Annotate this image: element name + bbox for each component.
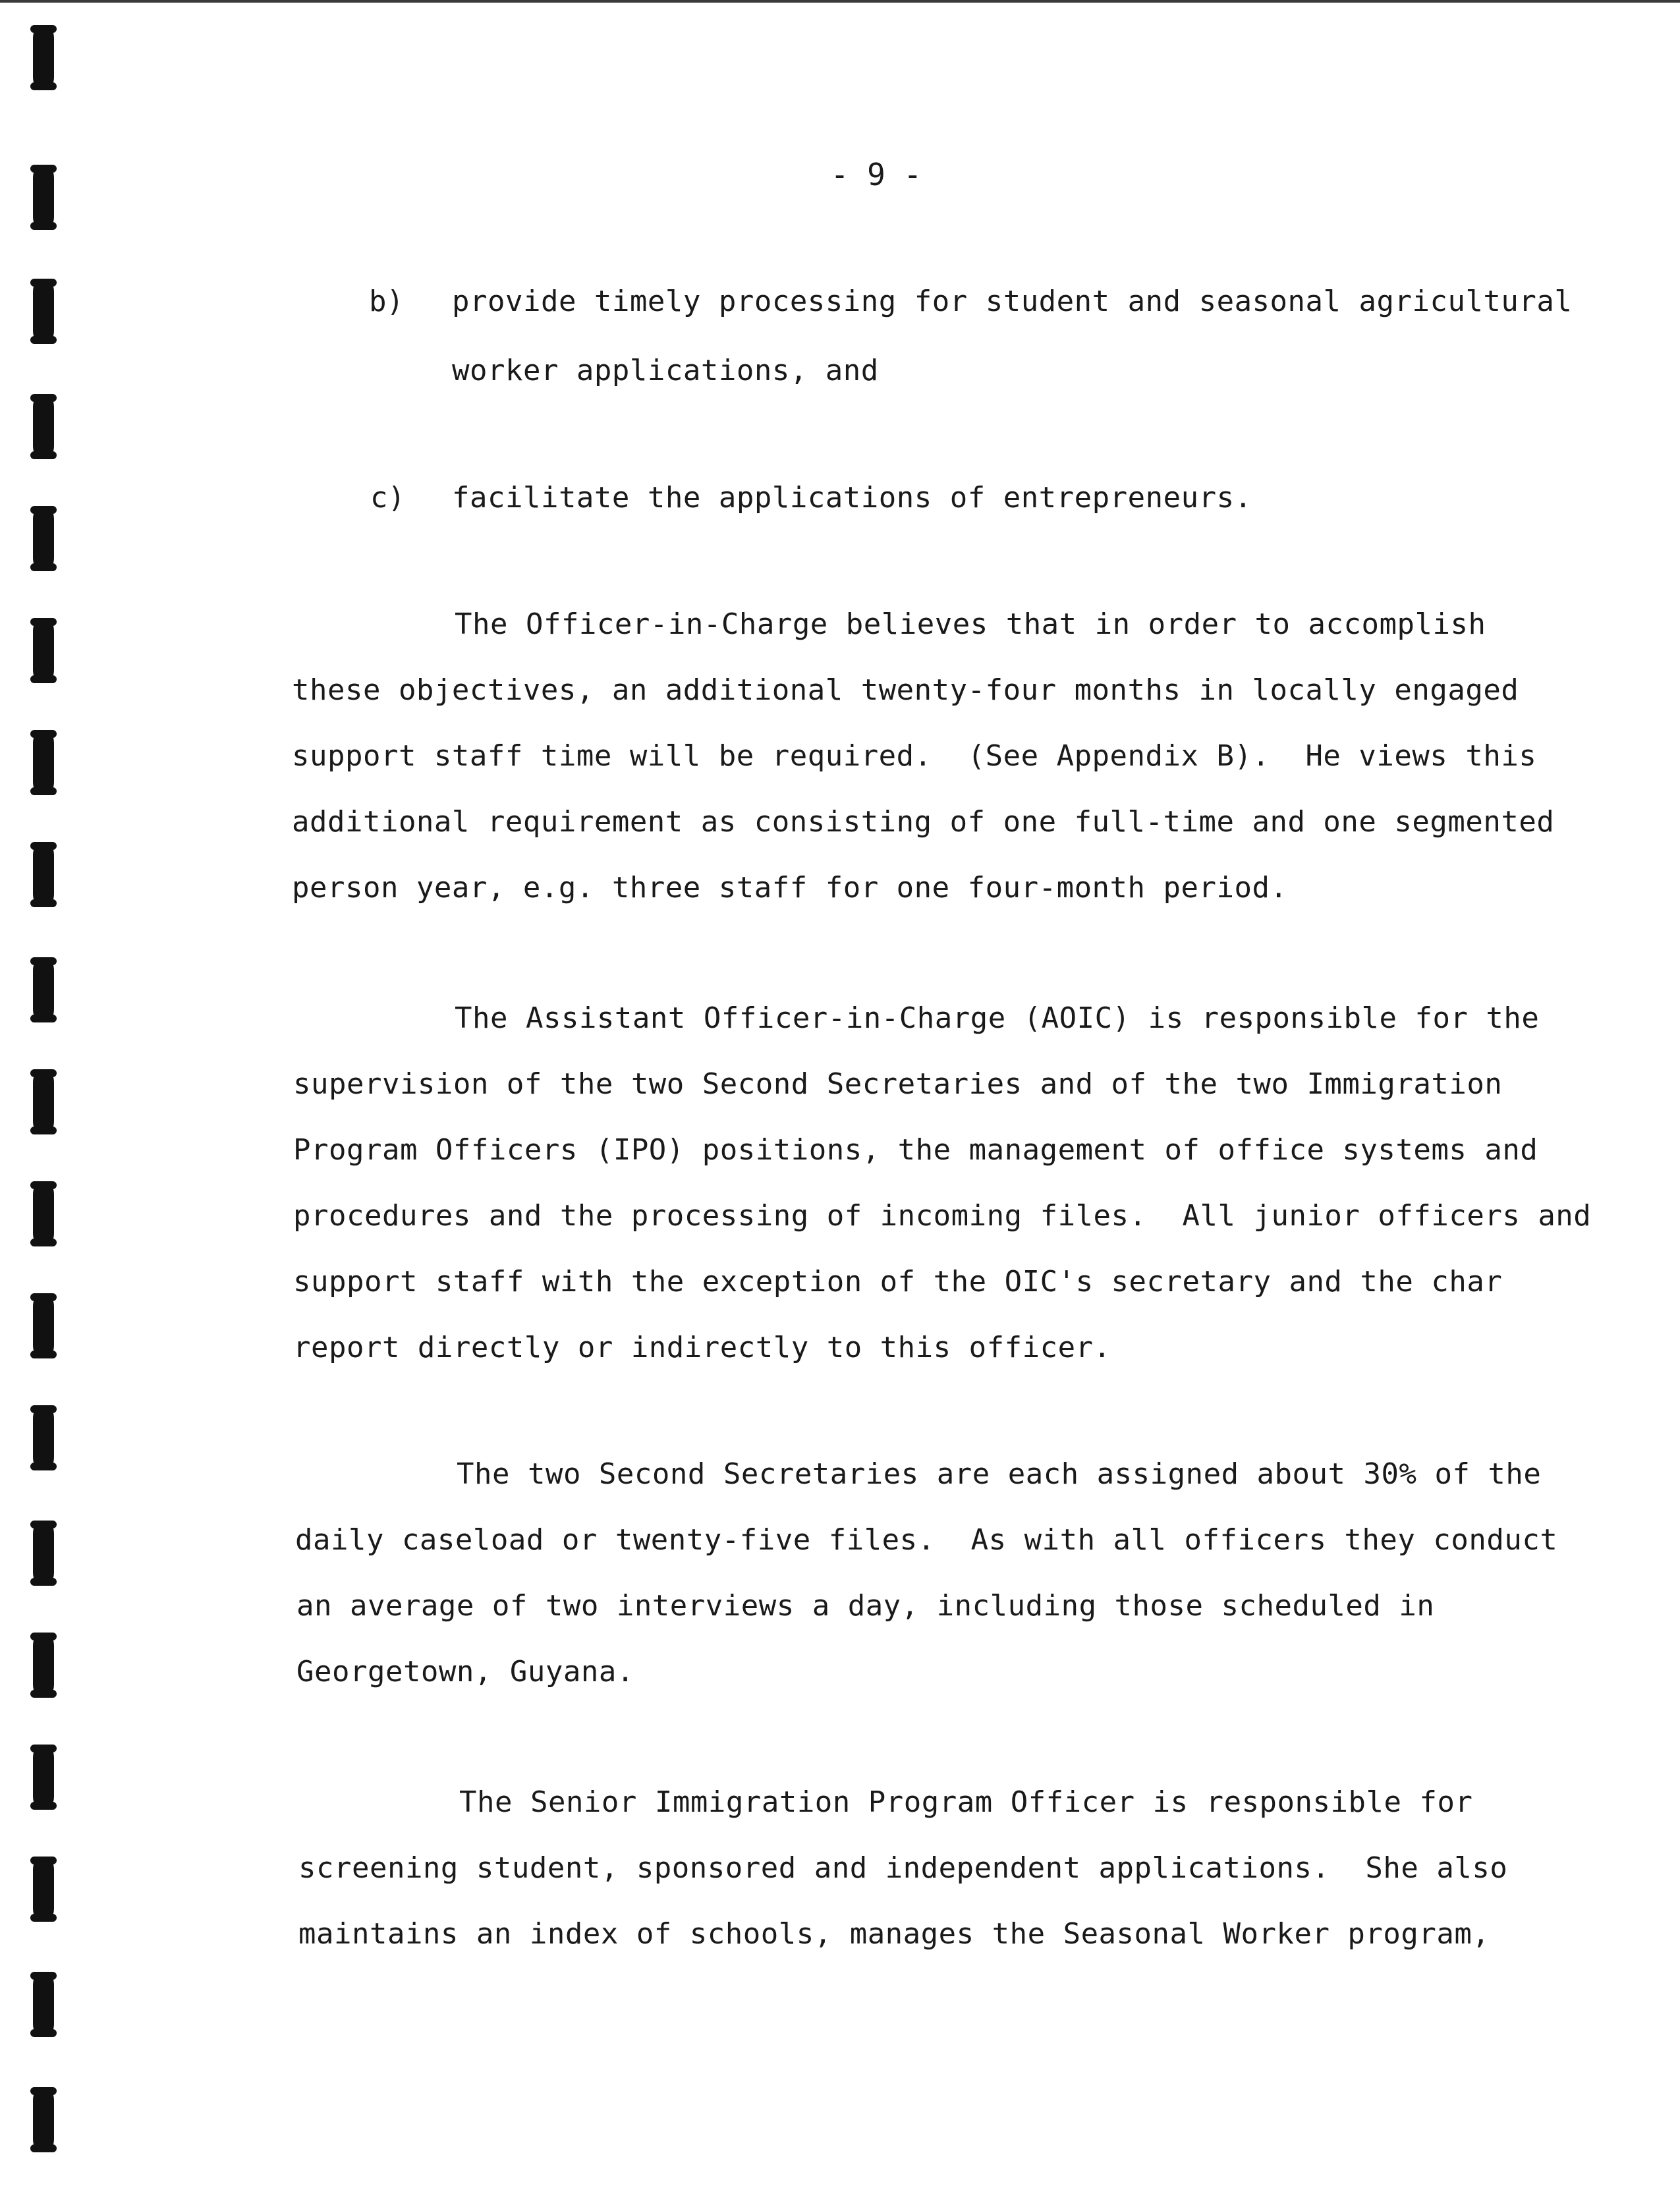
paragraph-2-line-3: Program Officers (IPO) positions, the management of office systems and (293, 1133, 1538, 1167)
paragraph-2-line-5: support staff with the exception of the OIC's secretary and the char (293, 1265, 1503, 1299)
paragraph-2-line-4: procedures and the processing of incoming files. All junior officers and (293, 1199, 1592, 1233)
binding-hole (33, 843, 54, 906)
paragraph-1-line-5: person year, e.g. three staff for one four-month period. (292, 871, 1288, 905)
binding-hole (33, 507, 54, 570)
binding-hole (33, 731, 54, 794)
binding-hole (33, 1858, 54, 1920)
page-top-edge (0, 0, 1680, 3)
binding-holes (0, 0, 66, 2207)
binding-hole (33, 280, 54, 343)
paragraph-4-line-1: The Senior Immigration Program Officer is responsible for (459, 1785, 1473, 1819)
binding-hole (33, 26, 54, 89)
binding-hole (33, 395, 54, 458)
list-item-b-line-1: provide timely processing for student and seasonal agricultural (452, 285, 1573, 318)
list-marker-b: b) (369, 285, 404, 318)
binding-hole (33, 1634, 54, 1696)
binding-hole (33, 1071, 54, 1133)
list-item-b-line-2: worker applications, and (452, 354, 879, 387)
paragraph-1-line-2: these objectives, an additional twenty-four months in locally engaged (292, 673, 1519, 707)
binding-hole (33, 1746, 54, 1808)
binding-hole (33, 1295, 54, 1357)
binding-hole (33, 619, 54, 682)
binding-hole (33, 1522, 54, 1584)
binding-hole (33, 1973, 54, 2036)
page-number: - 9 - (830, 157, 922, 192)
paragraph-2-line-2: supervision of the two Second Secretaries and of the two Immigration (293, 1067, 1503, 1101)
paragraph-4-line-2: screening student, sponsored and independent applications. She also (298, 1851, 1508, 1885)
paragraph-1-line-3: support staff time will be required. (See Appendix B). He views this (292, 739, 1537, 773)
binding-hole (33, 1407, 54, 1469)
paragraph-2-line-6: report directly or indirectly to this officer. (293, 1331, 1111, 1364)
paragraph-3-line-2: daily caseload or twenty-five files. As with all officers they conduct (295, 1523, 1558, 1557)
list-item-c-line-1: facilitate the applications of entrepreneurs. (452, 481, 1252, 515)
paragraph-3-line-1: The two Second Secretaries are each assigned about 30% of the (457, 1457, 1542, 1491)
list-marker-c: c) (370, 481, 405, 515)
paragraph-3-line-3: an average of two interviews a day, including those scheduled in (296, 1589, 1435, 1623)
binding-hole (33, 2088, 54, 2151)
paragraph-1-line-1: The Officer-in-Charge believes that in order to accomplish (455, 607, 1486, 641)
binding-hole (33, 1183, 54, 1245)
binding-hole (33, 959, 54, 1021)
paragraph-4-line-3: maintains an index of schools, manages the Seasonal Worker program, (298, 1917, 1490, 1951)
paragraph-2-line-1: The Assistant Officer-in-Charge (AOIC) is responsible for the (455, 1001, 1540, 1035)
paragraph-3-line-4: Georgetown, Guyana. (296, 1655, 634, 1689)
paragraph-1-line-4: additional requirement as consisting of one full-time and one segmented (292, 805, 1555, 839)
